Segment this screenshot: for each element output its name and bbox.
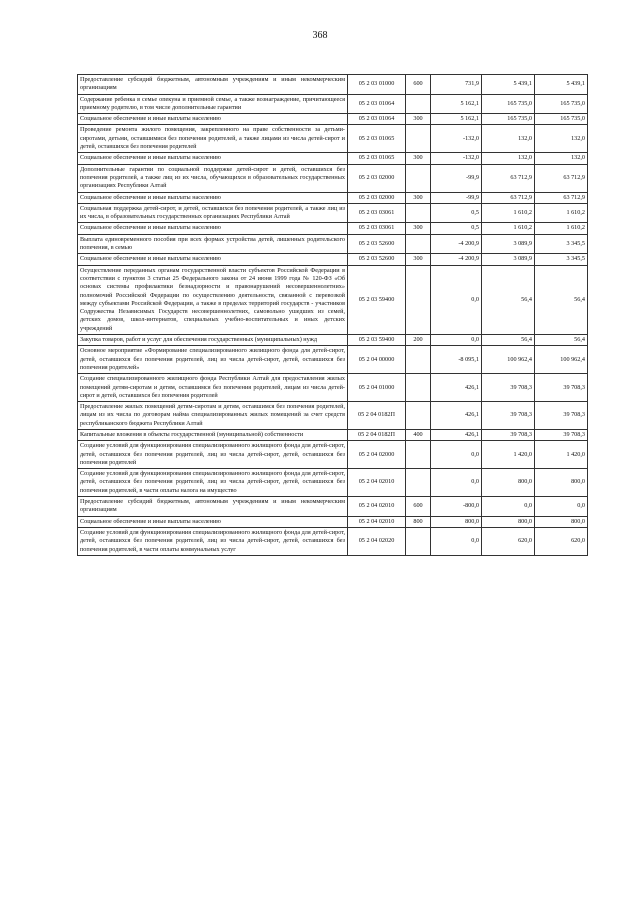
expense-type-code	[406, 203, 431, 223]
expense-type-code: 300	[406, 114, 431, 125]
row-description: Основное мероприятие «Формирование специализированного жилищного фонда для детей-сирот, детей, оставшихся без попечения родителей, лиц из числа детей-сирот, детей, оставшихся без попечения родителей»	[78, 346, 348, 374]
amount-year-1: 56,4	[482, 265, 535, 334]
page-number: 368	[312, 30, 328, 41]
row-description: Выплата единовременного пособия при всех формах устройства детей, лишенных родительского попечения, в семью	[78, 234, 348, 254]
row-description: Капитальные вложения в объекты государственной (муниципальной) собственности	[78, 429, 348, 440]
table-row	[78, 192, 588, 203]
row-description: Закупка товаров, работ и услуг для обеспечения государственных (муниципальных) нужд	[78, 335, 348, 346]
amount-year-1: 1 610,2	[482, 223, 535, 234]
budget-table	[77, 74, 588, 556]
change-amount: -800,0	[431, 497, 482, 517]
expense-type-code	[406, 125, 431, 153]
table-row	[78, 223, 588, 234]
table-row	[78, 429, 588, 440]
row-description: Создание условий для функционирования специализированного жилищного фонда для детей-сирот, детей, оставшихся без попечения родителей, лиц из числа детей-сирот, детей, оставшихся без попечения родителей, в части оплаты коммунальных услуг	[78, 527, 348, 555]
change-amount: 800,0	[431, 516, 482, 527]
change-amount: -8 095,1	[431, 346, 482, 374]
table-row	[78, 203, 588, 223]
row-description: Социальное обеспечение и иные выплаты населению	[78, 254, 348, 265]
target-article-code: 05 2 03 02000	[348, 164, 406, 192]
target-article-code: 05 2 04 02020	[348, 527, 406, 555]
row-description: Социальное обеспечение и иные выплаты населению	[78, 223, 348, 234]
amount-year-1: 620,0	[482, 527, 535, 555]
amount-year-1: 39 708,3	[482, 402, 535, 430]
amount-year-2: 132,0	[535, 153, 588, 164]
amount-year-2: 5 439,1	[535, 75, 588, 95]
expense-type-code	[406, 164, 431, 192]
target-article-code: 05 2 03 03061	[348, 223, 406, 234]
table-row	[78, 114, 588, 125]
change-amount: -99,9	[431, 192, 482, 203]
amount-year-2: 1 610,2	[535, 203, 588, 223]
amount-year-2: 132,0	[535, 125, 588, 153]
expense-type-code	[406, 234, 431, 254]
expense-type-code	[406, 527, 431, 555]
amount-year-1: 63 712,9	[482, 164, 535, 192]
change-amount: 5 162,1	[431, 94, 482, 114]
amount-year-1: 0,0	[482, 497, 535, 517]
expense-type-code	[406, 441, 431, 469]
amount-year-1: 5 439,1	[482, 75, 535, 95]
row-description: Социальное обеспечение и иные выплаты населению	[78, 114, 348, 125]
expense-type-code	[406, 94, 431, 114]
amount-year-2: 56,4	[535, 335, 588, 346]
row-description: Дополнительные гарантии по социальной поддержке детей-сирот и детей, оставшихся без попечения родителей, а также лиц из их числа, обучающихся в образовательных государственных организациях Республики Алтай	[78, 164, 348, 192]
table-row	[78, 374, 588, 402]
expense-type-code: 200	[406, 335, 431, 346]
row-description: Предоставление субсидий бюджетным, автономным учреждениям и иным некоммерческим организациям	[78, 75, 348, 95]
target-article-code: 05 2 04 02010	[348, 497, 406, 517]
amount-year-1: 100 962,4	[482, 346, 535, 374]
change-amount: 0,0	[431, 527, 482, 555]
change-amount: -132,0	[431, 153, 482, 164]
row-description: Создание условий для функционирования специализированного жилищного фонда для детей-сирот, детей, оставшихся без попечения родителей, лиц из числа детей-сирот, детей, оставшихся без попечения родителей, в части оплаты налога на имущество	[78, 469, 348, 497]
row-description: Предоставление субсидий бюджетным, автономным учреждениям и иным некоммерческим организациям	[78, 497, 348, 517]
amount-year-1: 1 610,2	[482, 203, 535, 223]
expense-type-code: 800	[406, 516, 431, 527]
amount-year-2: 3 345,5	[535, 254, 588, 265]
amount-year-2: 800,0	[535, 469, 588, 497]
target-article-code: 05 2 03 01064	[348, 114, 406, 125]
amount-year-2: 165 735,0	[535, 114, 588, 125]
amount-year-2: 0,0	[535, 497, 588, 517]
row-description: Социальное обеспечение и иные выплаты населению	[78, 153, 348, 164]
expense-type-code	[406, 265, 431, 334]
change-amount: 0,5	[431, 203, 482, 223]
expense-type-code: 300	[406, 254, 431, 265]
row-description: Создание условий для функционирования специализированного жилищного фонда для детей-сирот, детей, оставшихся без попечения родителей, лиц из числа детей-сирот, детей, оставшихся без попечения родителей	[78, 441, 348, 469]
amount-year-1: 39 708,3	[482, 429, 535, 440]
change-amount: 731,9	[431, 75, 482, 95]
amount-year-2: 100 962,4	[535, 346, 588, 374]
change-amount: 0,5	[431, 223, 482, 234]
expense-type-code: 300	[406, 223, 431, 234]
amount-year-1: 165 735,0	[482, 94, 535, 114]
expense-type-code: 300	[406, 153, 431, 164]
table-row	[78, 265, 588, 334]
change-amount: -4 200,9	[431, 234, 482, 254]
row-description: Осуществление переданных органам государственной власти субъектов Российской Федерации в соответствии с пунктом 3 статьи 25 Федерального закона от 24 июня 1999 года № 120-ФЗ «Об основах системы профилактики безнадзорности и правонарушений несовершеннолетних» полномочий Российской Федерации по осуществлению деятельности, связанной с перевозкой между субъектами Российской Федерации, а также в пределах территорий государств - участников Содружества Независимых Государств несовершеннолетних, самовольно ушедших из семей, детских домов, школ-интернатов, специальных учебно-воспитательных и иных детских учреждений	[78, 265, 348, 334]
table-row	[78, 75, 588, 95]
table-row	[78, 346, 588, 374]
target-article-code: 05 2 03 52600	[348, 234, 406, 254]
change-amount: 426,1	[431, 402, 482, 430]
change-amount: 0,0	[431, 335, 482, 346]
target-article-code: 05 2 04 00000	[348, 346, 406, 374]
row-description: Социальное обеспечение и иные выплаты населению	[78, 516, 348, 527]
amount-year-2: 39 708,3	[535, 374, 588, 402]
amount-year-1: 3 089,9	[482, 254, 535, 265]
table-row	[78, 527, 588, 555]
amount-year-1: 56,4	[482, 335, 535, 346]
change-amount: -99,9	[431, 164, 482, 192]
table-row	[78, 125, 588, 153]
table-row	[78, 497, 588, 517]
change-amount: 0,0	[431, 265, 482, 334]
change-amount: 426,1	[431, 429, 482, 440]
target-article-code: 05 2 03 01065	[348, 125, 406, 153]
expense-type-code	[406, 374, 431, 402]
target-article-code: 05 2 03 01000	[348, 75, 406, 95]
table-row	[78, 234, 588, 254]
target-article-code: 05 2 04 02010	[348, 516, 406, 527]
expense-type-code	[406, 346, 431, 374]
amount-year-2: 1 420,0	[535, 441, 588, 469]
amount-year-2: 3 345,5	[535, 234, 588, 254]
row-description: Социальное обеспечение и иные выплаты населению	[78, 192, 348, 203]
table-row	[78, 153, 588, 164]
amount-year-2: 56,4	[535, 265, 588, 334]
target-article-code: 05 2 04 0182П	[348, 402, 406, 430]
target-article-code: 05 2 03 59400	[348, 265, 406, 334]
amount-year-2: 39 708,3	[535, 402, 588, 430]
amount-year-1: 132,0	[482, 153, 535, 164]
change-amount: -132,0	[431, 125, 482, 153]
expense-type-code	[406, 469, 431, 497]
table-row	[78, 516, 588, 527]
row-description: Проведение ремонта жилого помещения, закрепленного на праве собственности за детьми-сиротами, детьми, оставшимися без попечения родителей, а также лицами из числа детей-сирот и детей, оставшихся без попечения родителей	[78, 125, 348, 153]
change-amount: 0,0	[431, 469, 482, 497]
amount-year-1: 3 089,9	[482, 234, 535, 254]
table-row	[78, 402, 588, 430]
table-row	[78, 254, 588, 265]
amount-year-2: 63 712,9	[535, 192, 588, 203]
target-article-code: 05 2 03 02000	[348, 192, 406, 203]
expense-type-code: 300	[406, 192, 431, 203]
amount-year-1: 165 735,0	[482, 114, 535, 125]
amount-year-2: 1 610,2	[535, 223, 588, 234]
target-article-code: 05 2 03 01065	[348, 153, 406, 164]
amount-year-2: 800,0	[535, 516, 588, 527]
amount-year-1: 1 420,0	[482, 441, 535, 469]
table-row	[78, 335, 588, 346]
amount-year-2: 165 735,0	[535, 94, 588, 114]
row-description: Создание специализированного жилищного фонда Республики Алтай для предоставления жилых помещений детям-сиротам и детям, оставшимся без попечения родителей, лицам из числа детей-сирот и детей, оставшихся без попечения родителей	[78, 374, 348, 402]
target-article-code: 05 2 04 01000	[348, 374, 406, 402]
amount-year-1: 63 712,9	[482, 192, 535, 203]
expense-type-code	[406, 402, 431, 430]
expense-type-code: 400	[406, 429, 431, 440]
change-amount: 5 162,1	[431, 114, 482, 125]
table-row	[78, 441, 588, 469]
amount-year-1: 39 708,3	[482, 374, 535, 402]
target-article-code: 05 2 04 02000	[348, 441, 406, 469]
table-row	[78, 164, 588, 192]
table-row	[78, 94, 588, 114]
expense-type-code: 600	[406, 497, 431, 517]
row-description: Социальная поддержка детей-сирот, и детей, оставшихся без попечения родителей, а также лиц из их числа, в образовательных государственных организациях Республики Алтай	[78, 203, 348, 223]
table-row	[78, 469, 588, 497]
change-amount: -4 200,9	[431, 254, 482, 265]
amount-year-1: 132,0	[482, 125, 535, 153]
amount-year-2: 620,0	[535, 527, 588, 555]
target-article-code: 05 2 03 52600	[348, 254, 406, 265]
change-amount: 0,0	[431, 441, 482, 469]
target-article-code: 05 2 04 0182П	[348, 429, 406, 440]
target-article-code: 05 2 03 59400	[348, 335, 406, 346]
amount-year-1: 800,0	[482, 516, 535, 527]
change-amount: 426,1	[431, 374, 482, 402]
row-description: Предоставление жилых помещений детям-сиротам и детям, оставшимся без попечения родителей, лицам из их числа по договорам найма специализированных жилых помещений за счет средств республиканского бюджета Республики Алтай	[78, 402, 348, 430]
target-article-code: 05 2 03 01064	[348, 94, 406, 114]
target-article-code: 05 2 03 03061	[348, 203, 406, 223]
target-article-code: 05 2 04 02010	[348, 469, 406, 497]
amount-year-2: 63 712,9	[535, 164, 588, 192]
row-description: Содержание ребенка в семье опекуна и приемной семье, а также вознаграждение, причитающееся приемному родителю, в том числе дополнительные гарантии	[78, 94, 348, 114]
amount-year-1: 800,0	[482, 469, 535, 497]
expense-type-code: 600	[406, 75, 431, 95]
amount-year-2: 39 708,3	[535, 429, 588, 440]
